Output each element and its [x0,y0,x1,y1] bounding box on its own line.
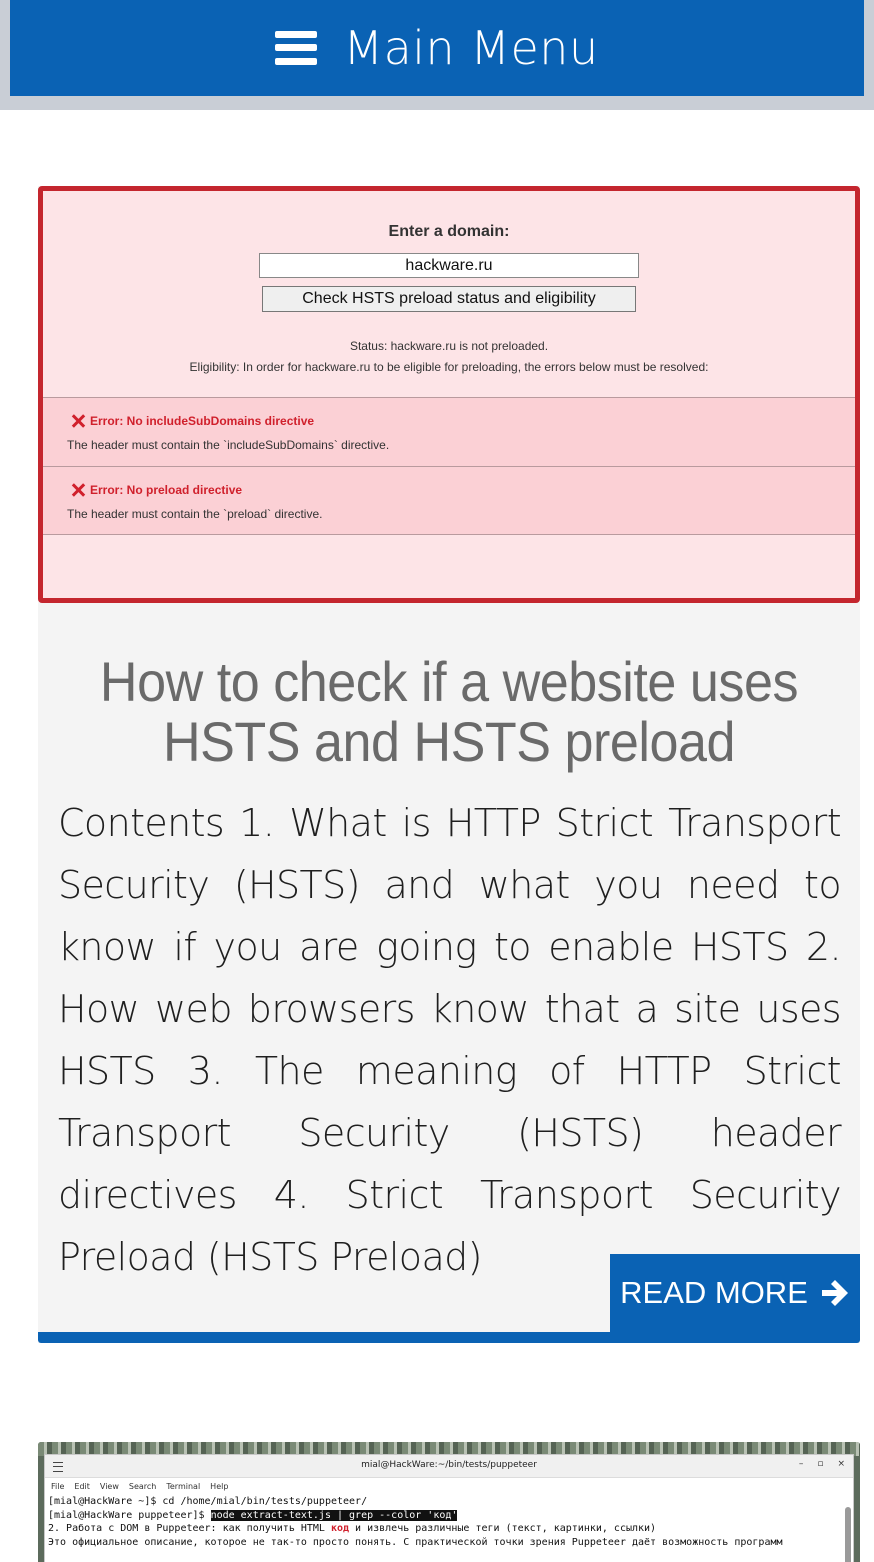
terminal-scrollbar[interactable] [845,1507,851,1562]
terminal-line [48,1522,838,1536]
maximize-icon: ▫ [817,1459,824,1469]
main-menu-label: Main Menu [343,21,599,75]
menu-view: View [99,1482,119,1491]
menu-terminal: Terminal [166,1482,201,1491]
main-menu-button[interactable] [10,0,864,96]
article-card [38,186,860,1343]
error-description: The header must contain the `preload` directive. [67,507,323,521]
error-title-text: Error: No includeSubDomains directive [90,414,315,428]
terminal-prompt: [mial@HackWare puppeteer]$ [48,1509,211,1521]
terminal-line [48,1509,838,1523]
article-title-link[interactable]: How to check if a website uses HSTS and HSTS preload [99,650,799,773]
terminal-line: Это официальное описание, которое не так-то просто понять. С практической точки зрения Puppeteer даёт возможность программ [48,1536,783,1548]
error-title [71,483,242,497]
terminal-title: mial@HackWare:~/bin/tests/puppeteer [361,1460,537,1470]
preload-status: Status: hackware.ru is not preloaded. [349,339,549,353]
terminal-text: 2. Работа с DOM в Puppeteer: как получить HTML [48,1523,331,1534]
menu-help: Help [210,1482,229,1491]
card-bottom-bar [38,1332,860,1343]
terminal-text: и извлечь различные теги (текст, картинки, ссылки) [349,1523,657,1534]
terminal-menubar [51,1482,228,1491]
menu-search: Search [128,1482,157,1491]
error-box [43,397,855,466]
window-controls [799,1459,845,1469]
terminal-command: node extract-text.js | grep --color 'код' [210,1509,458,1521]
check-hsts-button[interactable]: Check HSTS preload status and eligibility [262,286,636,312]
domain-label: Enter a domain: [388,223,510,240]
close-icon: × [837,1459,845,1469]
error-title [71,414,314,428]
terminal-titlebar [45,1455,853,1478]
grep-match: код [330,1523,350,1534]
arrow-right-icon [820,1279,850,1307]
error-x-icon [71,414,85,428]
terminal-window [44,1454,854,1562]
error-description: The header must contain the `includeSubDomains` directive. [67,438,390,452]
hsts-tool-screenshot[interactable] [38,186,860,603]
eligibility-text: Eligibility: In order for hackware.ru to be eligible for preloading, the errors below must be resolved: [189,360,709,374]
error-box [43,466,855,535]
domain-input[interactable] [259,253,639,278]
article-excerpt: Contents 1. What is HTTP Strict Transport Security (HSTS) and what you need to know if you are going to enable HSTS 2. How web browsers know that a site uses HSTS 3. The meaning of HTTP Strict Transport Security (HSTS) header directives 4. Strict Transport Security Preload (HSTS Preload) [58,801,841,1279]
minimize-icon: – [798,1459,804,1469]
next-article-image[interactable] [38,1442,860,1562]
read-more-label: READ MORE [620,1275,808,1310]
hamburger-icon [275,31,317,65]
menu-edit: Edit [74,1482,90,1491]
read-more-button[interactable] [610,1254,860,1332]
menu-file: File [51,1482,65,1491]
error-x-icon [71,483,85,497]
terminal-line: [mial@HackWare ~]$ cd /home/mial/bin/tests/puppeteer/ [48,1496,368,1507]
terminal-output [48,1495,838,1549]
error-title-text: Error: No preload directive [90,483,243,497]
